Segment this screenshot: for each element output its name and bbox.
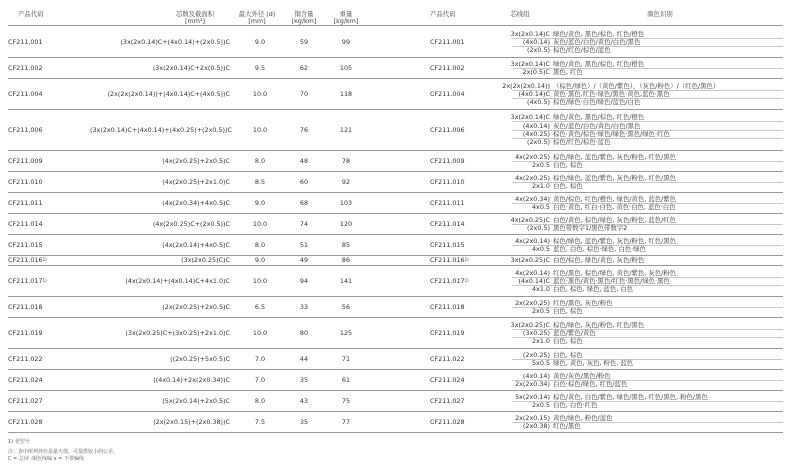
sub-colors: 棕色/红色/棕色/蓝色 xyxy=(553,46,611,55)
sub-colors: 绿色/黄色, 黑色/棕色, 红色/橙色 xyxy=(553,113,645,122)
row-code xyxy=(8,241,43,249)
row-cores: (4x(2x0.14)+4x0.5)C xyxy=(162,240,230,249)
row-cores: (4x(2x0.34)+4x0.5)C xyxy=(162,198,230,207)
row-weight: 103 xyxy=(339,198,353,207)
row-code xyxy=(8,199,43,207)
sub-group: 4x0.5 xyxy=(531,203,550,211)
sub-colors: 红色/黑色, 棕色/绿色, 黄色/紫色, 灰色/粉色 xyxy=(553,268,677,277)
sub-colors: 棕色/绿色, 蓝色/紫色, 灰色/粉色, 红色/黑色 xyxy=(553,236,677,245)
header-cores-unit: [mm²] xyxy=(185,17,205,25)
row-cores: (3x(2x0.25)C+(3x0.25)+2x1.0)C xyxy=(125,328,230,337)
header-weight-unit: [kg/km] xyxy=(333,17,359,25)
sub-group: 3x(2x0.14)C xyxy=(510,113,550,122)
sub-group: 4x(2x0.25) xyxy=(515,173,550,182)
row-weight: 121 xyxy=(339,125,353,134)
row-code-text: CF211.006 xyxy=(8,125,43,134)
sub-colors: 黄色/绿色, 粉色/蓝色 xyxy=(553,413,613,422)
row-weight: 105 xyxy=(339,63,353,72)
row-divider xyxy=(8,234,783,235)
row-cores: (3x(2x0.14)C+(4x0.14)+(2x0.5))C xyxy=(120,37,230,46)
row-code-text: CF211.002 xyxy=(8,63,43,72)
row-weight: 125 xyxy=(339,328,353,337)
header-group: 芯线组 xyxy=(510,10,530,18)
footnote-legacy: 1) 老型号 xyxy=(8,439,30,445)
sub-colors: 灰色/蓝色/白色/黄色/白色/黑色 xyxy=(553,121,641,130)
row-max-diameter: 9.5 xyxy=(254,63,266,72)
row-code xyxy=(8,376,43,384)
row-code xyxy=(8,38,43,46)
sub-group: (3x0.25) xyxy=(522,328,550,337)
sub-group: 4x(2x0.14) xyxy=(515,236,550,245)
row-max-diameter: 9.0 xyxy=(254,37,266,46)
row-copper: 68 xyxy=(299,198,309,207)
sub-group: 2x(0.5)C xyxy=(522,68,550,76)
sub-colors: 白色/黄色, 棕色/绿色, 灰色/粉色, 蓝色/红色 xyxy=(553,215,677,224)
sub-group: 2x(2x(2x0.14)) xyxy=(502,81,550,90)
row-code xyxy=(8,355,43,363)
row-code-2 xyxy=(430,126,465,134)
row-code-text: CF211.028 xyxy=(8,417,43,426)
row-code-text: CF211.009 xyxy=(8,156,43,165)
sub-colors: 白色·黄色, 红白·白色, 黄色·白色, 蓝色·白色 xyxy=(553,203,676,211)
header-colors: 颜色识别 xyxy=(647,10,673,18)
row-cores: (3x(2x0.14)C+(4x0.14)+(4x0.25)+(2x0.5))C xyxy=(90,125,233,134)
row-weight: 118 xyxy=(339,89,353,98)
row-copper: 44 xyxy=(299,354,309,363)
row-cores: (4x(2x0.25)C+(2x0.5))C xyxy=(152,219,230,228)
row-cores: (2x(2x0.15)+(2x0.38))C xyxy=(153,417,230,426)
row-code-text: CF211.001 xyxy=(8,37,43,46)
sub-group: 2x1.0 xyxy=(531,337,550,346)
row-code-2 xyxy=(430,418,465,426)
sub-group: 5x0.5 xyxy=(531,359,550,367)
sub-group: (2x0.5) xyxy=(527,46,550,55)
sub-group: (4x0.25) xyxy=(522,130,550,138)
row-code-2 xyxy=(430,256,469,264)
sub-colors: （棕色/绿色）/（黄色/紫色），（灰色/粉色）/（红色/黑色） xyxy=(553,81,720,90)
row-code xyxy=(8,397,43,405)
row-code-text: CF211.019 xyxy=(8,328,43,337)
row-divider xyxy=(8,109,783,110)
row-code-text: CF211.017 xyxy=(8,276,43,285)
row-copper: 76 xyxy=(299,125,309,134)
row-weight: 120 xyxy=(339,219,353,228)
row-code-2-text: CF211.024 xyxy=(430,375,465,384)
row-cores: ((2x0.25)+5x0.5)C xyxy=(170,354,230,363)
sub-colors: 白色, 棕色 xyxy=(553,350,583,359)
row-code-2 xyxy=(430,38,465,46)
sub-colors: 黄色/灰色/黑色/粉色 xyxy=(553,371,611,380)
row-cores: (4x(2x0.14)+(4x0.14)C+4x1.0)C xyxy=(125,276,230,285)
row-code-text: CF211.011 xyxy=(8,198,43,207)
row-divider xyxy=(8,432,783,433)
row-cores: (4x(2x0.25)+2x1.0)C xyxy=(162,177,230,186)
row-code-2-text: CF211.014 xyxy=(430,219,465,228)
row-divider xyxy=(8,296,783,297)
sub-group: (4x0.14) xyxy=(522,37,550,46)
row-divider xyxy=(8,317,783,318)
row-code-2 xyxy=(430,64,465,72)
row-code xyxy=(8,418,43,426)
header-copper: 铜含量 xyxy=(294,10,314,18)
sub-colors: 蓝色, 白色, 棕色·绿色, 白色·绿色 xyxy=(553,245,646,253)
row-divider xyxy=(8,411,783,412)
row-code-2 xyxy=(430,376,465,384)
sub-colors: 白色, 棕色, 绿色, 蓝色, 白色 xyxy=(553,285,634,294)
sub-colors: 白色, 棕色 xyxy=(553,307,583,315)
sub-group: 4x1.0 xyxy=(531,285,550,294)
row-max-diameter: 10.0 xyxy=(252,328,268,337)
header-cores: 芯数及截面积 xyxy=(175,10,215,18)
sub-colors: 红色/黑色, 灰色/粉色 xyxy=(553,298,613,307)
sub-group: 2x(2x0.34) xyxy=(515,380,550,388)
row-code xyxy=(8,126,43,134)
sub-group: (4x0.14) xyxy=(522,121,550,130)
row-weight: 85 xyxy=(341,240,351,249)
row-max-diameter: 10.0 xyxy=(252,276,268,285)
row-code-2-text: CF211.011 xyxy=(430,198,465,207)
footnote-tolerance: 注：表中所列外径是最大值，可提供较小的公差。 xyxy=(8,449,119,455)
row-divider xyxy=(8,213,783,214)
row-code-text: CF211.010 xyxy=(8,177,43,186)
row-code-2-text: CF211.027 xyxy=(430,396,465,405)
sub-colors: 灰色/蓝色/白色/黄色/白色/黑色 xyxy=(553,37,641,46)
sub-group: 3x(2x0.25)C xyxy=(510,256,550,265)
sub-colors: 黄色/棕色, 红色/橙色, 绿色/黄色, 蓝色/紫色 xyxy=(553,194,677,203)
row-max-diameter: 7.0 xyxy=(254,375,266,384)
sub-group: (4x0.14) xyxy=(522,371,550,380)
row-code-footnote-mark: 1) xyxy=(42,257,47,262)
sub-colors: 棕色/黄色, 白色/紫色, 绿色/黑色, 红色/黑色, 粉色/黑色 xyxy=(553,392,708,401)
row-code-2 xyxy=(430,329,465,337)
row-copper: 35 xyxy=(299,417,309,426)
row-copper: 94 xyxy=(299,276,309,285)
sub-colors: 黑色, 红色 xyxy=(553,68,583,76)
row-max-diameter: 8.0 xyxy=(254,396,266,405)
header-weight: 重量 xyxy=(339,10,353,18)
sub-colors: 白色/棕色, 绿色/黄色, 灰色/粉色 xyxy=(553,256,645,265)
sub-group: (2x0.5) xyxy=(527,224,550,232)
row-copper: 43 xyxy=(299,396,309,405)
sub-colors: 黄色·黑色,红色·绿色/黑色·黄色,蓝色·黑色 xyxy=(553,89,670,98)
row-max-diameter: 8.5 xyxy=(254,177,266,186)
sub-group: 5x(2x0.14) xyxy=(515,392,550,401)
row-copper: 70 xyxy=(299,89,309,98)
sub-group: 2x(2x0.25) xyxy=(515,298,550,307)
row-code-2 xyxy=(430,241,465,249)
row-max-diameter: 7.0 xyxy=(254,354,266,363)
row-code-2-text: CF211.022 xyxy=(430,354,465,363)
sub-group: 4x(2x0.25) xyxy=(515,152,550,161)
row-code-text: CF211.014 xyxy=(8,219,43,228)
sub-group: 4x(2x0.25)C xyxy=(510,215,550,224)
row-copper: 49 xyxy=(299,256,309,264)
row-code-2 xyxy=(430,220,465,228)
sub-colors: 蓝色·黑色/黄色·黑色/红色·黑色/绿色·黑色 xyxy=(553,276,670,285)
row-divider xyxy=(8,171,783,172)
sub-colors: 红色/黑色 xyxy=(553,422,581,430)
row-max-diameter: 10.0 xyxy=(252,125,268,134)
row-weight: 92 xyxy=(341,177,351,186)
row-code xyxy=(8,303,43,311)
row-copper: 33 xyxy=(299,302,309,311)
header-code-2: 产品代码 xyxy=(430,10,456,18)
row-divider xyxy=(8,265,783,266)
row-code-2-text: CF211.009 xyxy=(430,156,465,165)
row-code-text: CF211.015 xyxy=(8,240,43,249)
row-divider xyxy=(8,78,783,79)
row-copper: 80 xyxy=(299,328,309,337)
row-code-text: CF211.016 xyxy=(8,256,43,264)
row-code-2 xyxy=(430,199,465,207)
row-weight: 141 xyxy=(339,276,353,285)
header-code: 产品代码 xyxy=(18,10,44,18)
row-copper: 59 xyxy=(299,37,309,46)
row-code-2 xyxy=(430,355,465,363)
sub-colors: 绿色, 黄色, 灰色, 粉色, 蓝色 xyxy=(553,359,634,367)
row-code xyxy=(8,256,47,264)
sub-colors: 白色, 白色·红色 xyxy=(553,401,598,409)
row-code xyxy=(8,64,43,72)
row-max-diameter: 9.0 xyxy=(254,256,266,264)
row-max-diameter: 10.0 xyxy=(252,219,268,228)
row-code-2-text: CF211.016 xyxy=(430,256,465,264)
row-code-2 xyxy=(430,303,465,311)
row-max-diameter: 6.5 xyxy=(254,302,266,311)
header-maxdia: 最大外径 (d) xyxy=(238,10,276,18)
row-code xyxy=(8,277,47,285)
row-code-text: CF211.024 xyxy=(8,375,43,384)
sub-group: 2x(2x0.15) xyxy=(515,413,550,422)
header-maxdia-unit: [mm] xyxy=(248,17,266,25)
row-max-diameter: 8.0 xyxy=(254,240,266,249)
sub-group: 2x0.5 xyxy=(531,307,550,315)
sub-group: (2x0.38) xyxy=(522,422,550,430)
row-cores: (3x(2x0.14)C+2x(0.5))C xyxy=(152,63,230,72)
row-code-2 xyxy=(430,90,465,98)
row-weight: 86 xyxy=(341,256,351,264)
sub-colors: 绿色/黄色, 黑色/棕色, 红色/橙色 xyxy=(553,29,645,38)
sub-colors: 白色, 棕色 xyxy=(553,182,583,190)
row-divider xyxy=(8,150,783,151)
sub-group: 2x1.0 xyxy=(531,182,550,190)
row-copper: 51 xyxy=(299,240,309,249)
sub-colors: 白色, 棕色 xyxy=(553,161,583,169)
sub-group: 4x(2x0.34) xyxy=(515,194,550,203)
sub-colors: 白色·棕色/绿色, 红色/蓝色 xyxy=(553,380,628,388)
row-copper: 60 xyxy=(299,177,309,186)
row-code-2-text: CF211.028 xyxy=(430,417,465,426)
sub-group: 3x(2x0.25)C xyxy=(510,320,550,329)
row-weight: 75 xyxy=(341,396,351,405)
row-divider xyxy=(8,369,783,370)
row-code-2-text: CF211.019 xyxy=(430,328,465,337)
sub-group: 4x0.5 xyxy=(531,245,550,253)
row-max-diameter: 10.0 xyxy=(252,89,268,98)
row-code-2 xyxy=(430,178,465,186)
row-cores: (5x(2x0.14)+2x0.5)C xyxy=(162,396,230,405)
row-divider xyxy=(8,57,783,58)
row-code-2-text: CF211.015 xyxy=(430,240,465,249)
sub-colors: 黑色带数字1/黑色带数字2 xyxy=(553,224,628,232)
row-code-2-footnote-mark: 1) xyxy=(464,257,469,262)
row-weight: 78 xyxy=(341,156,351,165)
row-max-diameter: 8.0 xyxy=(254,156,266,165)
row-cores: (2x(2x0.25)+2x0.5)C xyxy=(162,302,230,311)
row-code-2-text: CF211.010 xyxy=(430,177,465,186)
sub-group: (4x0.5) xyxy=(527,98,550,107)
sub-colors: 白色, 棕色 xyxy=(553,337,583,346)
sub-group: 4x(2x0.14) xyxy=(515,268,550,277)
row-copper: 74 xyxy=(299,219,309,228)
row-code-text: CF211.018 xyxy=(8,302,43,311)
row-copper: 35 xyxy=(299,375,309,384)
row-copper: 62 xyxy=(299,63,309,72)
row-divider xyxy=(8,348,783,349)
row-code-2 xyxy=(430,397,465,405)
row-code-2-text: CF211.006 xyxy=(430,125,465,134)
row-code-2-text: CF211.018 xyxy=(430,302,465,311)
sub-group: 3x(2x0.14)C xyxy=(510,59,550,68)
row-code xyxy=(8,90,43,98)
row-cores: (2x(2x(2x0.14))+(4x0.14)C+(4x0.5))C xyxy=(107,89,230,98)
row-cores: ((4x0.14)+2x(2x0.34))C xyxy=(153,375,230,384)
row-code xyxy=(8,157,43,165)
row-code-2 xyxy=(430,157,465,165)
row-code xyxy=(8,329,43,337)
row-divider xyxy=(8,192,783,193)
row-weight: 61 xyxy=(341,375,351,384)
sub-group: (4x0.14)C xyxy=(518,89,550,98)
sub-group: (2x0.5) xyxy=(527,138,550,147)
row-copper: 48 xyxy=(299,156,309,165)
sub-colors: 棕色/绿色, 灰色/粉色, 红色/黑色 xyxy=(553,320,645,329)
row-weight: 99 xyxy=(341,37,351,46)
sub-group: (4x0.14)C xyxy=(518,276,550,285)
row-code-text: CF211.027 xyxy=(8,396,43,405)
footnote-legend: C = 总屏 ·铜色线编 x = 不带编线 xyxy=(8,456,84,462)
sub-colors: 棕色/绿色·白色/绿色/蓝色/白色 xyxy=(553,98,641,107)
row-cores: (4x(2x0.25)+2x0.5)C xyxy=(162,156,230,165)
sub-group: (2x0.25) xyxy=(522,350,550,359)
row-weight: 71 xyxy=(341,354,351,363)
sub-colors: 蓝色/紫色/黄色 xyxy=(553,328,596,337)
row-weight: 56 xyxy=(341,302,351,311)
row-max-diameter: 9.0 xyxy=(254,198,266,207)
row-code-text: CF211.004 xyxy=(8,89,43,98)
row-code-text: CF211.022 xyxy=(8,354,43,363)
row-code-2-footnote-mark: 1) xyxy=(464,277,469,283)
row-code-2-text: CF211.004 xyxy=(430,89,465,98)
row-divider xyxy=(8,390,783,391)
sub-colors: 棕色/绿色, 蓝色/紫色, 灰色/粉色, 红色/黑色 xyxy=(553,173,677,182)
sub-colors: 棕色·黄色/棕色·绿色/绿色·黑色/绿色·红色 xyxy=(553,130,670,138)
row-code-2-text: CF211.001 xyxy=(430,37,465,46)
row-code-2-text: CF211.017 xyxy=(430,276,465,285)
sub-group: 2x0.5 xyxy=(531,401,550,409)
sub-group: 2x0.5 xyxy=(531,161,550,169)
sub-colors: 棕色/红色/棕色·蓝色 xyxy=(553,138,611,147)
row-weight: 77 xyxy=(341,417,351,426)
row-code xyxy=(8,220,43,228)
row-code-2 xyxy=(430,277,469,285)
row-code xyxy=(8,178,43,186)
sub-colors: 棕色/绿色, 蓝色/紫色, 灰色/粉色, 红色/黑色 xyxy=(553,152,677,161)
row-code-footnote-mark: 1) xyxy=(42,277,47,283)
row-max-diameter: 7.5 xyxy=(254,417,266,426)
row-cores: (3x(2x0.25)C)C xyxy=(181,256,230,264)
row-code-2-text: CF211.002 xyxy=(430,63,465,72)
sub-colors: 绿色/黄色, 黑色/棕色, 红色/橙色 xyxy=(553,59,645,68)
header-copper-unit: [kg/km] xyxy=(291,17,317,25)
sub-group: 3x(2x0.14)C xyxy=(510,29,550,38)
header-divider xyxy=(8,25,783,26)
